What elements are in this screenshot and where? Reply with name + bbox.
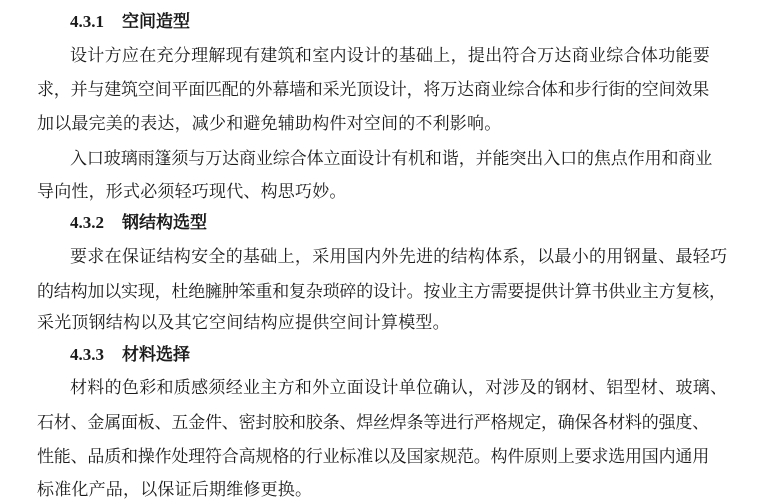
paragraph-line: 性能、品质和操作处理符合高规格的行业标准以及国家规范。构件原则上要求选用国内通用 — [37, 447, 709, 467]
paragraph-line: 要求在保证结构安全的基础上，采用国内外先进的结构体系，以最小的用钢量、最轻巧 — [70, 247, 728, 267]
section-number: 4.3.1 — [70, 12, 104, 31]
section-number: 4.3.3 — [70, 345, 104, 364]
section-title: 钢结构选型 — [122, 213, 207, 233]
paragraph-line: 求，并与建筑空间平面匹配的外幕墙和采光顶设计，将万达商业综合体和步行街的空间效果 — [37, 80, 709, 100]
paragraph-line: 标准化产品，以保证后期维修更换。 — [37, 480, 313, 500]
paragraph-line: 设计方应在充分理解现有建筑和室内设计的基础上，提出符合万达商业综合体功能要 — [70, 46, 711, 66]
paragraph-line: 材料的色彩和质感须经业主方和外立面设计单位确认，对涉及的钢材、铝型材、玻璃、 — [70, 378, 728, 398]
section-title: 材料选择 — [122, 345, 190, 365]
paragraph-line: 石材、金属面板、五金件、密封胶和胶条、焊丝焊条等进行严格规定，确保各材料的强度、 — [37, 413, 709, 433]
section-heading — [70, 213, 207, 233]
section-number: 4.3.2 — [70, 213, 104, 232]
paragraph-line: 入口玻璃雨篷须与万达商业综合体立面设计有机和谐，并能突出入口的焦点作用和商业 — [70, 149, 713, 169]
paragraph-line: 加以最完美的表达，减少和避免辅助构件对空间的不利影响。 — [37, 114, 502, 134]
paragraph-line: 采光顶钢结构以及其它空间结构应提供空间计算模型。 — [37, 313, 450, 333]
paragraph-line: 导向性，形式必须轻巧现代、构思巧妙。 — [37, 182, 347, 202]
section-heading — [70, 12, 190, 32]
section-heading — [70, 345, 190, 365]
section-title: 空间造型 — [122, 12, 190, 32]
paragraph-line: 的结构加以实现，杜绝臃肿笨重和复杂琐碎的设计。按业主方需要提供计算书供业主方复核， — [37, 282, 726, 302]
